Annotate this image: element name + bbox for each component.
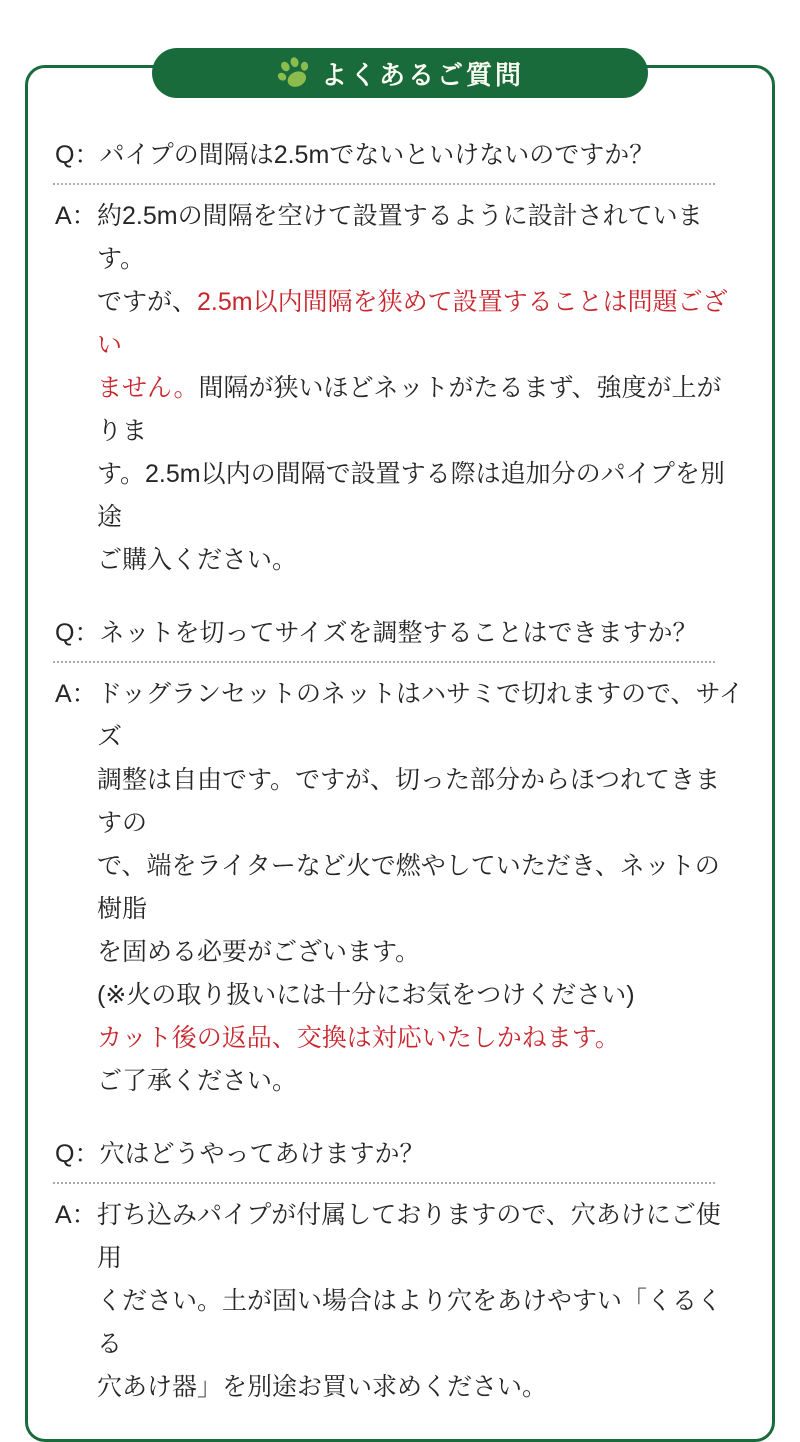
answer-segment: ご了承ください。	[97, 1067, 298, 1095]
question-text: パイプの間隔は2.5mでないといけないのですか？	[99, 141, 655, 169]
answer-highlight-text: 2.5m以内間隔を狭めて設置することは問題ござい	[97, 288, 728, 359]
question-text: ネットを切ってサイズを調整することはできますか？	[99, 619, 698, 647]
qa-item	[55, 140, 744, 582]
answer-segment: ご購入ください。	[97, 546, 298, 574]
answer-segment: 穴あけ器」を別途お買い求めください。	[97, 1373, 548, 1401]
dotted-separator	[53, 1182, 715, 1184]
answer-highlight-text: ません。	[97, 374, 199, 402]
dotted-separator	[53, 183, 715, 185]
faq-title: よくあるご質問	[320, 59, 524, 90]
dotted-separator	[53, 661, 715, 663]
answer-segment: ですが、	[97, 288, 198, 316]
answer-prefix: A：	[55, 202, 97, 230]
paw-icon	[276, 55, 312, 91]
answer-highlight-text: カット後の返品、交換は対応いたしかねます。	[97, 1024, 620, 1052]
answer-segment: ドッグランセットのネットはハサミで切れますので、サイズ	[97, 680, 744, 751]
answer-segment: ください。土が固い場合はより穴をあけやすい「くるくる	[97, 1287, 723, 1358]
answer-row	[55, 1194, 744, 1409]
answer-segment: で、端をライターなど火で燃やしていただき、ネットの樹脂	[97, 852, 720, 923]
answer-text	[97, 1194, 744, 1409]
answer-row	[55, 195, 744, 582]
question-prefix: Q：	[55, 1140, 100, 1168]
qa-item	[55, 1139, 744, 1409]
answer-segment: す。2.5m以内の間隔で設置する際は追加分のパイプを別途	[97, 460, 725, 531]
answer-segment: を固める必要がございます。	[97, 938, 421, 966]
answer-segment: 約2.5mの間隔を空けて設置するように設計されています。	[97, 202, 703, 273]
question-row	[55, 618, 744, 648]
faq-header	[152, 48, 648, 98]
answer-prefix: A：	[55, 1201, 97, 1229]
faq-panel	[25, 59, 775, 1442]
answer-segment: 打ち込みパイプが付属しておりますので、穴あけにご使用	[97, 1201, 721, 1272]
answer-segment: (※火の取り扱いには十分にお気をつけください)	[97, 981, 635, 1009]
answer-prefix: A：	[55, 680, 97, 708]
question-prefix: Q：	[55, 619, 100, 647]
answer-segment: 調整は自由です。ですが、切った部分からほつれてきますの	[97, 766, 721, 837]
question-prefix: Q：	[55, 141, 100, 169]
answer-text	[97, 673, 744, 1103]
question-text: 穴はどうやってあけますか？	[99, 1140, 425, 1168]
answer-text	[97, 195, 744, 582]
answer-row	[55, 673, 744, 1103]
qa-item	[55, 618, 744, 1103]
question-row	[55, 1139, 744, 1169]
answer-segment: 間隔が狭いほどネットがたるまず、強度が上がりま	[97, 374, 722, 445]
faq-list	[28, 68, 772, 1439]
question-row	[55, 140, 744, 170]
